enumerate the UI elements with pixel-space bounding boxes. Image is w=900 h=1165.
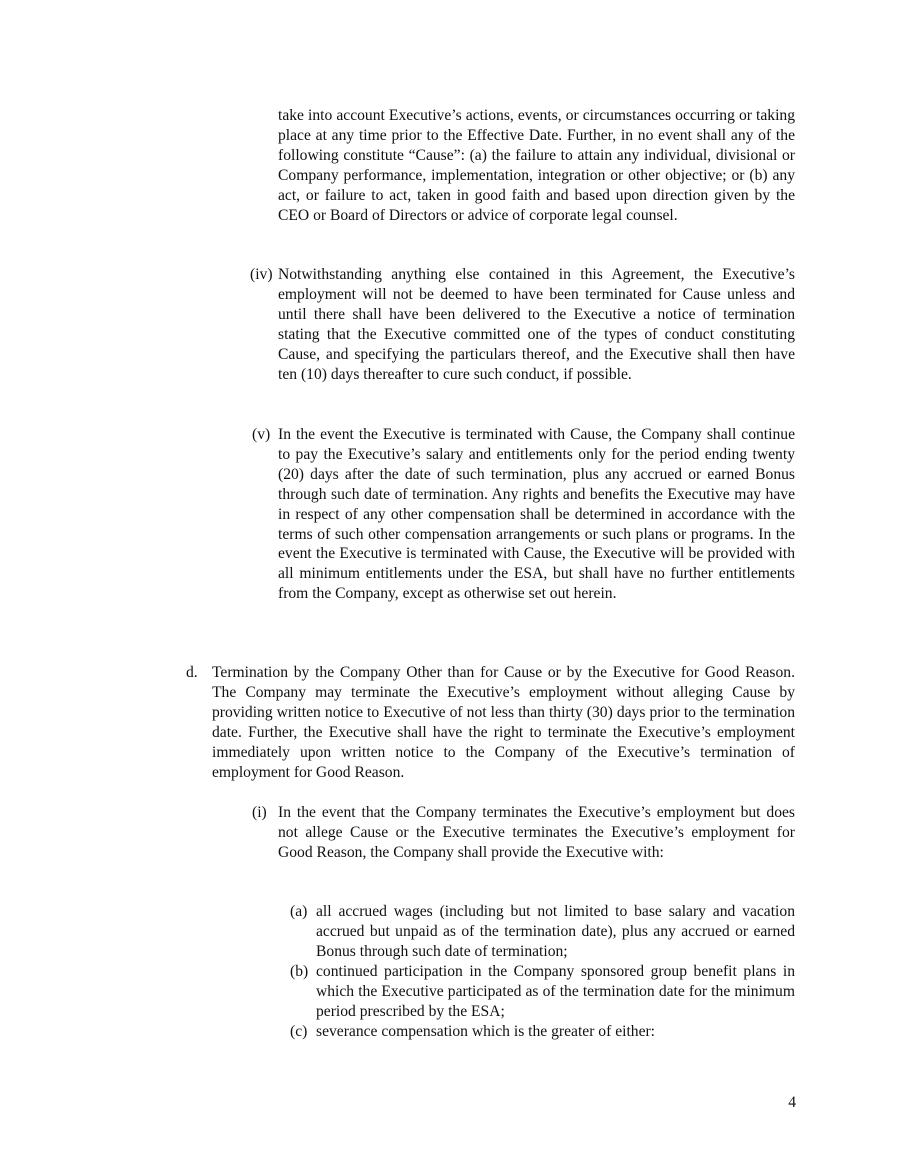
page-number: 4 — [788, 1094, 796, 1111]
sub-item-marker-b: (b) — [290, 963, 309, 980]
clause-iv-paragraph: Notwithstanding anything else contained in this Agreement, the Executive’s employment will not be deemed to have been terminated for Cause unless and until there shall have been delivered to the Executive a notice of termination stating that the Executive committed one of the types of conduct constituting Cause, and specifying the particulars thereof, and the Executive shall then have ten (10) days thereafter to cure such conduct, if possible. — [278, 266, 795, 383]
clause-v-paragraph: In the event the Executive is terminated with Cause, the Company shall continue to pay the Executive’s salary and entitlements only for the period ending twenty (20) days after the date of such termination, plus any accrued or earned Bonus through such date of termination. Any rights and benefits the Executive may have in respect of any other compensation shall be determined in accordance with the terms of such other compensation arrangements or such plans or programs. In the event the Executive is terminated with Cause, the Executive will be provided with all minimum entitlements under the ESA, but shall have no further entitlements from the Company, except as otherwise set out herein. — [278, 426, 795, 603]
clause-marker-v: (v) — [252, 426, 271, 443]
section-d-marker: d. — [186, 664, 198, 681]
sub-item-a-paragraph: all accrued wages (including but not limited to base salary and vacation accrued but unpaid as of the termination date), plus any accrued or earned Bonus through such date of termination; — [316, 903, 795, 960]
continuation-paragraph: take into account Executive’s actions, events, or circumstances occurring or taking place at any time prior to the Effective Date. Further, in no event shall any of the following constitute “Cause”: (a) the failure to attain any individual, divisional or Company performance, implementation, integration or other objective; or (b) any act, or failure to act, taken in good faith and based upon direction given by the CEO or Board of Directors or advice of corporate legal counsel. — [278, 107, 795, 224]
clause-i-paragraph: In the event that the Company terminates the Executive’s employment but does not allege Cause or the Executive terminates the Executive’s employment for Good Reason, the Company shall provide the Executive with: — [278, 804, 795, 861]
sub-item-marker-c: (c) — [290, 1023, 308, 1040]
clause-marker-iv: (iv) — [250, 266, 273, 283]
section-d-paragraph: Termination by the Company Other than for Cause or by the Executive for Good Reason. The Company may terminate the Executive’s employment without alleging Cause by providing written notice to Executive of not less than thirty (30) days prior to the termination date. Further, the Executive shall have the right to terminate the Executive’s employment immediately upon written notice to the Company of the Executive’s termination of employment for Good Reason. — [212, 664, 795, 781]
clause-marker-i: (i) — [252, 804, 267, 821]
sub-item-b-paragraph: continued participation in the Company sponsored group benefit plans in which the Executive participated as of the termination date for the minimum period prescribed by the ESA; — [316, 963, 795, 1020]
sub-item-marker-a: (a) — [290, 903, 308, 920]
sub-item-c-paragraph: severance compensation which is the greater of either: — [316, 1023, 656, 1040]
